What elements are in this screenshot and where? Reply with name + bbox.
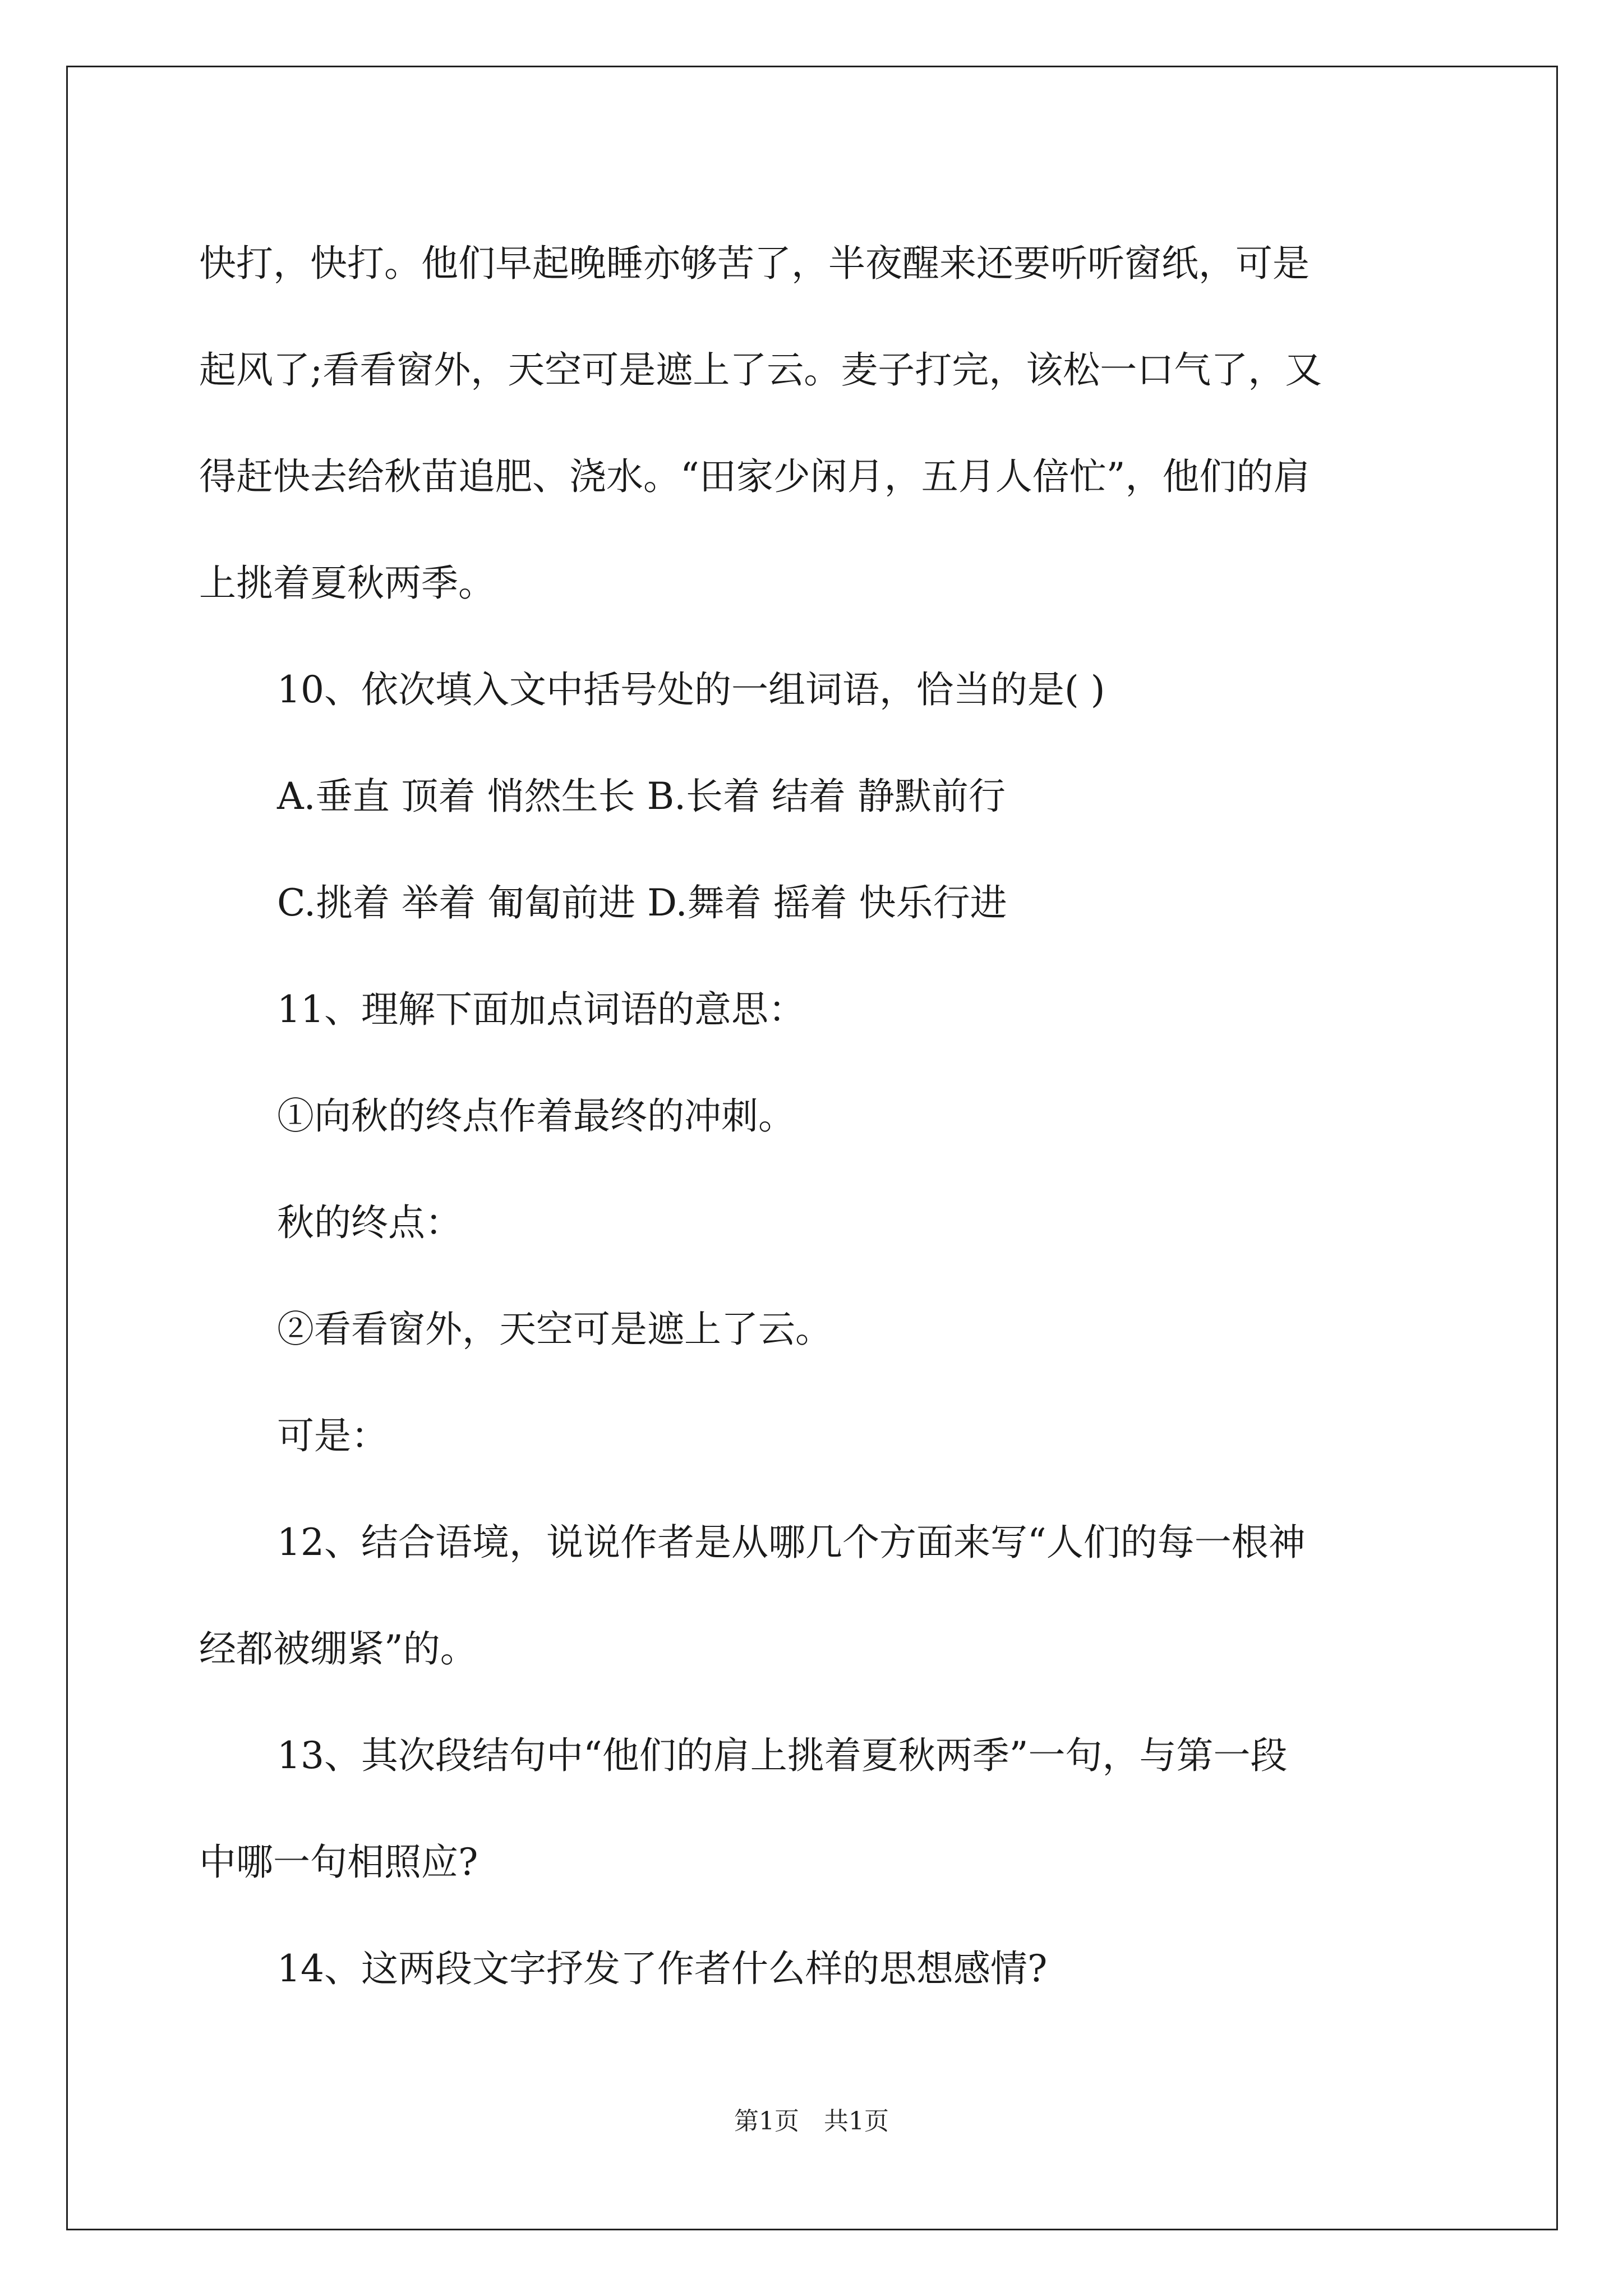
page-footer: 第1页 共1页	[734, 2107, 889, 2136]
question-12: 12、结合语境，说说作者是从哪几个方面来写“人们的每一根神	[277, 1521, 1306, 1564]
text-line: 上挑着夏秋两季。	[199, 562, 495, 605]
text-line: 起风了;看看窗外，天空可是遮上了云。麦子打完，该松一口气了，又	[199, 348, 1322, 392]
question-14: 14、这两段文字抒发了作者什么样的思想感情?	[277, 1947, 1048, 1990]
text-line: 经都被绷紧”的。	[199, 1627, 477, 1671]
text-line: 得赶快去给秋苗追肥、浇水。“田家少闲月，五月人倍忙”，他们的肩	[199, 455, 1311, 498]
sub-question: ①向秋的终点作着最终的冲刺。	[277, 1094, 795, 1138]
sub-question: ②看看窗外，天空可是遮上了云。	[277, 1308, 832, 1351]
answer-prompt: 可是：	[277, 1414, 388, 1457]
question-11: 11、理解下面加点词语的意思：	[277, 988, 805, 1031]
option-line: C.挑着 举着 匍匐前进 D.舞着 摇着 快乐行进	[277, 881, 1007, 924]
document-body	[199, 210, 1433, 2022]
text-line: 快打，快打。他们早起晚睡亦够苦了，半夜醒来还要听听窗纸，可是	[199, 242, 1310, 285]
question-13: 13、其次段结句中“他们的肩上挑着夏秋两季”一句，与第一段	[277, 1734, 1288, 1777]
question-10: 10、依次填入文中括号处的一组词语，恰当的是( )	[277, 668, 1105, 711]
option-line: A.垂直 顶着 悄然生长 B.长着 结着 静默前行	[277, 775, 1006, 818]
text-line: 中哪一句相照应?	[199, 1841, 478, 1884]
answer-prompt: 秋的终点：	[277, 1201, 462, 1244]
